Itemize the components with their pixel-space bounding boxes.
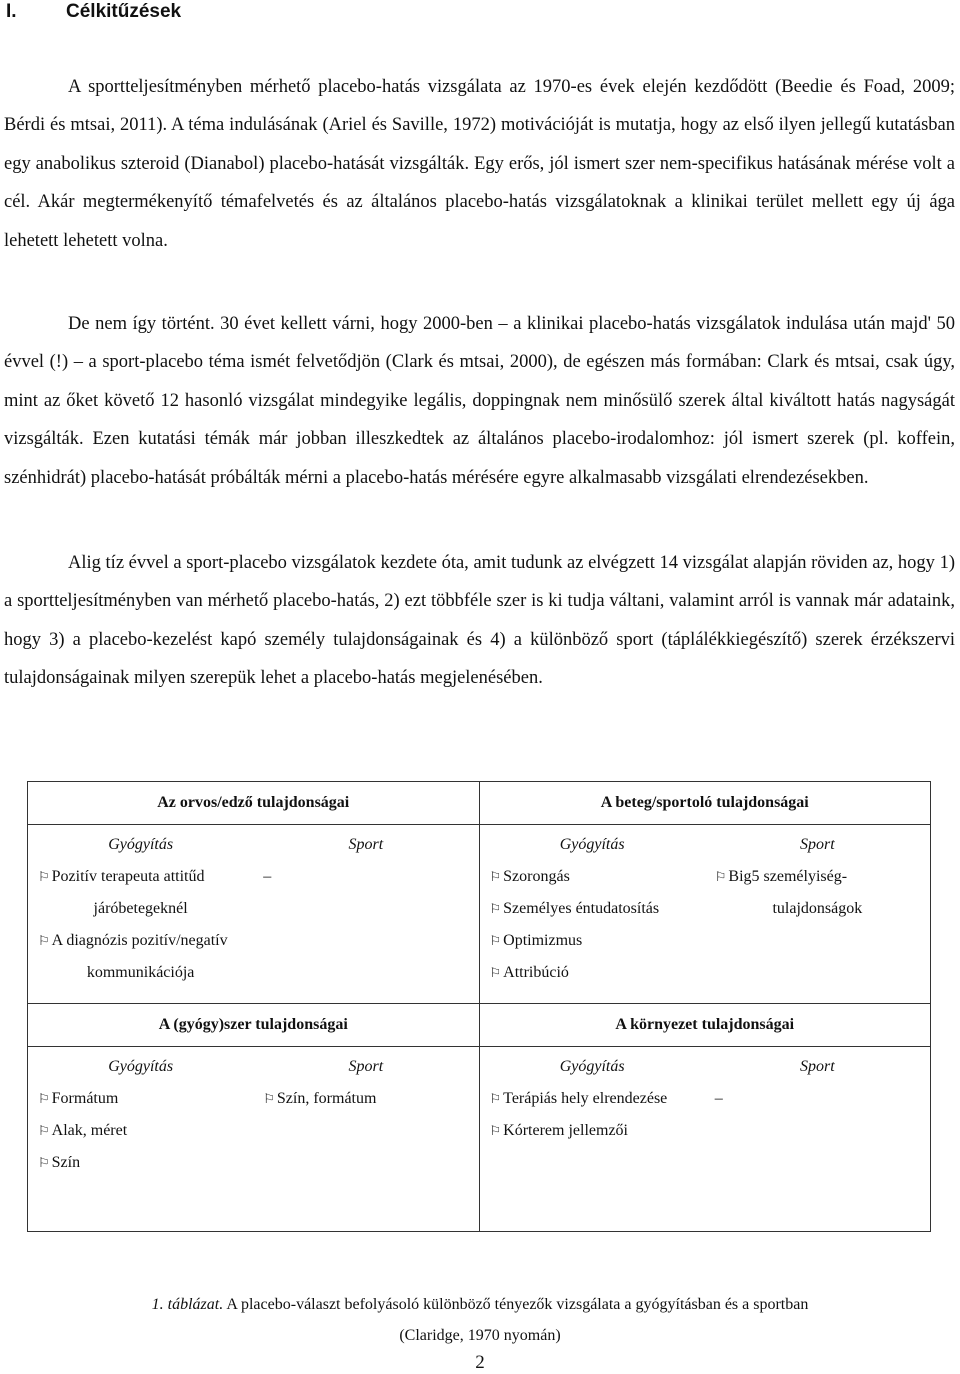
flag-icon: ⚐ [489, 1091, 502, 1106]
flag-icon: ⚐ [38, 1155, 50, 1170]
drug-header: A (gyógy)szer tulajdonságai [28, 1004, 480, 1047]
list-item: ⚐ Szorongás [489, 868, 570, 885]
factors-table [27, 781, 931, 1232]
doctor-sport-column [253, 825, 478, 989]
doctor-healing-column [28, 825, 253, 989]
paragraph-3-text: Alig tíz évvel a sport-placebo vizsgálatok kezdete óta, amit tudunk az elvégzett 14 vizsgálat alapján röviden az, hogy 1) a sportteljesítményben van mérhető placebo-hatás, 2) ezt többféle szer is ki tudja váltani, valamint arról is vannak már adataink, hogy 3) a placebo-kezelést kapó személy tulajdonságainak és 4) a különböző sport (táplálékkiegészítő) szerek érzékszervi tulajdonságainak milyen szerepük lehet a placebo-hatás megjelenésében. [4, 553, 955, 689]
list-item: ⚐ Formátum [38, 1090, 119, 1107]
environment-healing-column [480, 1047, 705, 1147]
empty-dash: – [714, 1090, 723, 1107]
list-item-continuation: járóbetegeknél [93, 900, 188, 917]
drug-sport-column [253, 1047, 478, 1179]
doctor-header: Az orvos/edző tulajdonságai [28, 782, 480, 825]
flag-icon: ⚐ [489, 1123, 502, 1138]
caption-text: A placebo-választ befolyásoló különböző tényezők vizsgálata a gyógyításban és a sportban [226, 1296, 809, 1313]
list-item-continuation: kommunikációja [86, 964, 195, 981]
patient-healing-column [480, 825, 705, 989]
caption-label: 1. táblázat. [151, 1296, 224, 1313]
section-number: I. [6, 1, 17, 22]
list-item: ⚐ Szín, formátum [263, 1090, 377, 1107]
flag-icon: ⚐ [38, 1091, 50, 1106]
empty-dash: – [263, 868, 272, 885]
flag-icon: ⚐ [489, 901, 502, 916]
flag-icon: ⚐ [714, 869, 727, 884]
list-item: ⚐ Attribúció [489, 964, 569, 981]
paragraph-1 [4, 68, 955, 260]
section-title: Célkitűzések [66, 1, 182, 22]
column-title-sport: Sport [800, 836, 835, 853]
column-title-healing: Gyógyítás [108, 1058, 174, 1075]
list-item: ⚐ Kórterem jellemzői [489, 1122, 628, 1139]
list-item: ⚐ Személyes éntudatosítás [489, 900, 660, 917]
drug-cell [28, 1047, 480, 1232]
environment-sport-column [705, 1047, 930, 1147]
drug-healing-column [28, 1047, 253, 1179]
patient-sport-column [705, 825, 930, 989]
patient-cell [479, 825, 931, 1004]
patient-header: A beteg/sportoló tulajdonságai [479, 782, 931, 825]
list-item: ⚐ Terápiás hely elrendezése [489, 1090, 668, 1107]
flag-icon: ⚐ [38, 869, 50, 884]
list-item: ⚐ Pozitív terapeuta attitűd [38, 868, 205, 885]
caption-source: (Claridge, 1970 nyomán) [399, 1327, 561, 1344]
column-title-healing: Gyógyítás [559, 836, 625, 853]
list-item-continuation: tulajdonságok [772, 900, 863, 917]
paragraph-3 [4, 544, 955, 698]
environment-header: A környezet tulajdonságai [479, 1004, 931, 1047]
flag-icon: ⚐ [263, 1091, 275, 1106]
column-title-healing: Gyógyítás [108, 836, 174, 853]
list-item: ⚐ Szín [38, 1154, 81, 1171]
column-title-sport: Sport [348, 1058, 384, 1075]
flag-icon: ⚐ [489, 933, 502, 948]
flag-icon: ⚐ [38, 933, 50, 948]
list-item: ⚐ Optimizmus [489, 932, 583, 949]
flag-icon: ⚐ [489, 965, 502, 980]
column-title-healing: Gyógyítás [559, 1058, 625, 1075]
column-title-sport: Sport [348, 836, 384, 853]
table-caption [0, 1294, 960, 1316]
list-item: ⚐ Alak, méret [38, 1122, 128, 1139]
paragraph-2-text: De nem így történt. 30 évet kellett várni, hogy 2000-ben – a klinikai placebo-hatás vizsgálatok indulása után majd' 50 évvel (!) – a sport-placebo téma ismét felvetődjön (Clark és mtsai, 2000), de egészen más formában: Clark és mtsai, csak úgy, mint az őket követő 12 hasonló vizsgálat mindegyike legális, doppingnak nem minősülő szerek által kiváltott hatás nagyságát vizsgálták. Ezen kutatási témák már jobban illeszkedtek az általános placebo-irodalomhoz: jól ismert szerek (pl. koffein, szénhidrát) placebo-hatását próbálták mérni a placebo-hatás mérésére egyre alkalmasabb vizsgálati elrendezésekben. [4, 314, 955, 488]
list-item: ⚐ Big5 személyiség- [714, 868, 848, 885]
flag-icon: ⚐ [38, 1123, 50, 1138]
list-item: ⚐ A diagnózis pozitív/negatív [38, 932, 228, 949]
flag-icon: ⚐ [489, 869, 502, 884]
page-number: 2 [475, 1352, 485, 1373]
environment-cell [479, 1047, 931, 1232]
paragraph-2 [4, 305, 955, 497]
paragraph-1-text: A sportteljesítményben mérhető placebo-hatás vizsgálata az 1970-es évek elején kezdődött (Beedie és Foad, 2009; Bérdi és mtsai, 2011). A téma indulásának (Ariel és Saville, 1972) motivációját is mutatja, hogy az első ilyen jellegű kutatásban egy anabolikus szteroid (Dianabol) placebo-hatását vizsgálták. Egy erős, jól ismert szer nem-specifikus hatásának mérése volt a cél. Akár megtermékenyítő témafelvetés és az általános placebo-hatás vizsgálatoknak a klinikai terület mellett egy új ága lehetett lehetett volna. [4, 77, 955, 251]
column-title-sport: Sport [800, 1058, 835, 1075]
doctor-cell [28, 825, 480, 1004]
section-heading [6, 0, 181, 24]
